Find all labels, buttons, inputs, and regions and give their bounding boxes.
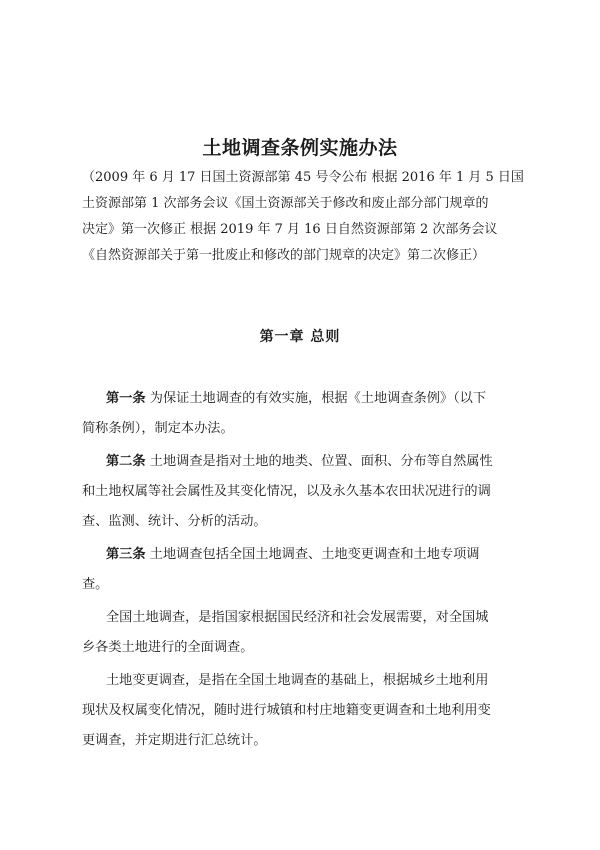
article-label: 第二条 [106, 454, 146, 469]
article-text-line: 查、监测、统计、分析的活动。 [82, 514, 267, 529]
article-text-line: 土地调查是指对土地的地类、位置、面积、分布等自然属性 [145, 454, 493, 469]
paragraph-line: 乡各类土地进行的全面调查。 [82, 640, 254, 655]
paragraph-national-survey [82, 605, 522, 665]
article-2 [82, 449, 522, 539]
article-text-line: 土地调查包括全国土地调查、土地变更调查和土地专项调 [145, 547, 480, 562]
note-line: 土资源部第 1 次部务会议《国土资源部关于修改和废止部分部门规章的 [82, 196, 489, 211]
article-label: 第一条 [106, 391, 146, 406]
article-text-line: 和土地权属等社会属性及其变化情况，以及永久基本农田状况进行的调 [82, 484, 491, 499]
paragraph-line: 更调查，并定期进行汇总统计。 [82, 733, 267, 748]
article-1 [82, 386, 522, 446]
paragraph-change-survey [82, 668, 522, 758]
paragraph-line: 现状及权属变化情况，随时进行城镇和村庄地籍变更调查和土地利用变 [82, 703, 491, 718]
article-label: 第三条 [106, 547, 146, 562]
promulgation-note [82, 165, 524, 269]
article-text-line: 简称条例），制定本办法。 [82, 421, 234, 436]
note-line: 《自然资源部关于第一批废止和修改的部门规章的决定》第二次修正） [82, 248, 486, 263]
article-text-line: 查。 [82, 577, 109, 592]
article-3 [82, 542, 522, 602]
article-text-line: 为保证土地调查的有效实施，根据《土地调查条例》（以下 [145, 391, 487, 406]
paragraph-line: 全国土地调查，是指国家根据国民经济和社会发展需要，对全国城 [106, 610, 489, 625]
note-line: 决定》第一次修正 根据 2019 年 7 月 16 日自然资源部第 2 次部务会议 [82, 222, 498, 237]
chapter-heading: 第一章 总则 [259, 329, 341, 345]
note-line: （2009 年 6 月 17 日国土资源部第 45 号令公布 根据 2016 年 1 月 5 日国 [82, 170, 524, 185]
document-title: 土地调查条例实施办法 [202, 137, 398, 159]
paragraph-line: 土地变更调查，是指在全国土地调查的基础上，根据城乡土地利用 [106, 673, 489, 688]
